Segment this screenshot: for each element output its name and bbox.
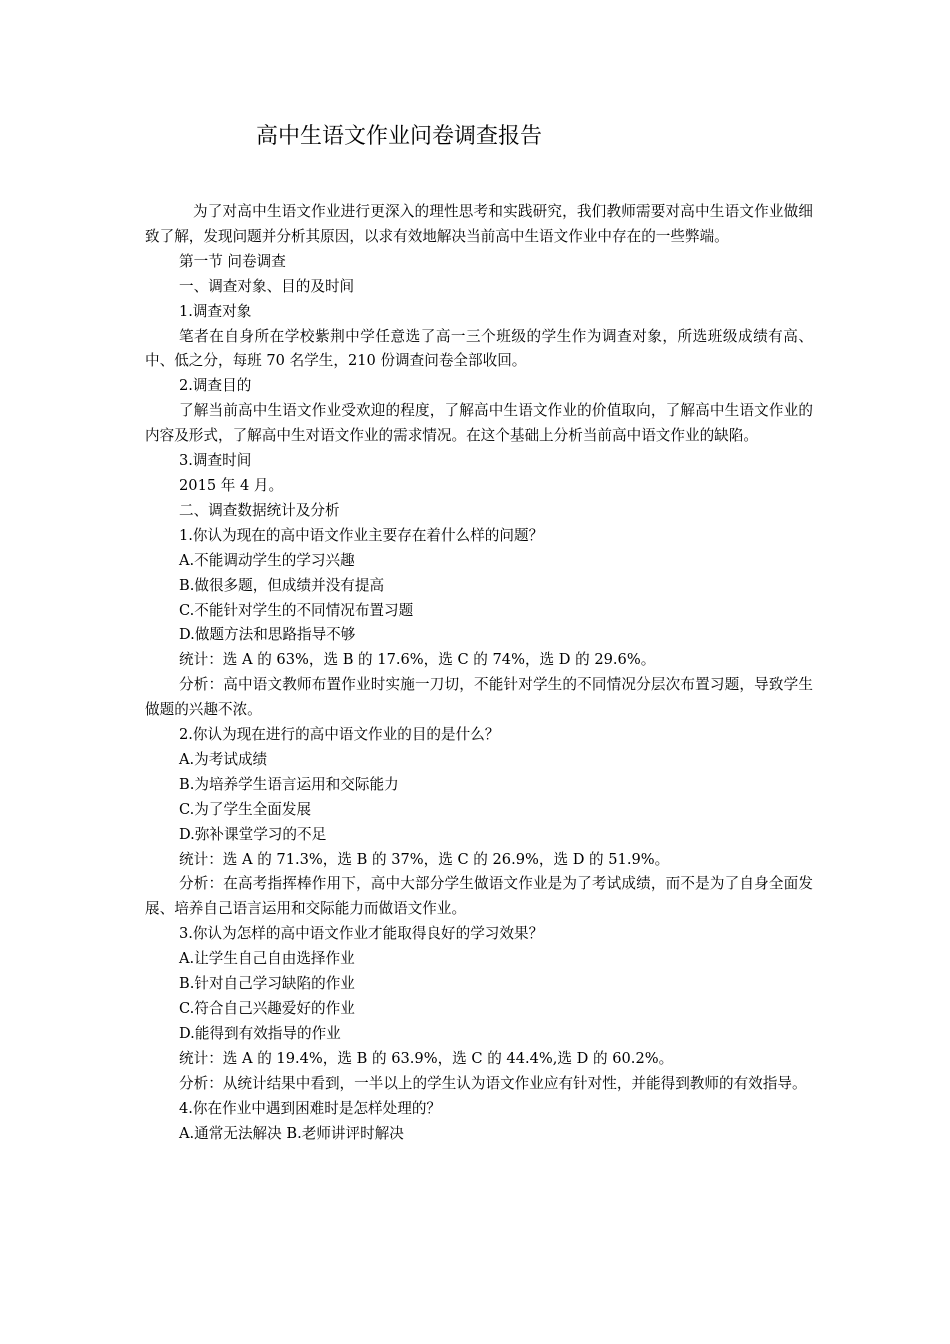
document-title: 高中生语文作业问卷调查报告 bbox=[256, 124, 543, 149]
option: D.能得到有效指导的作业 bbox=[179, 1024, 341, 1042]
option: C.为了学生全面发展 bbox=[179, 800, 312, 818]
item-heading: 1.调查对象 bbox=[179, 302, 252, 320]
option: A.不能调动学生的学习兴趣 bbox=[179, 551, 355, 569]
question: 3.你认为怎样的高中语文作业才能取得良好的学习效果？ bbox=[179, 925, 544, 943]
item-heading: 3.调查时间 bbox=[179, 452, 252, 470]
body-paragraph: 笔者在自身所在学校紫荆中学任意选了高一三个班级的学生作为调查对象，所选班级成绩有高、中、低之分，每班 70 名学生，210 份调查问卷全部收回。 bbox=[145, 327, 813, 370]
analysis: 分析：从统计结果中看到，一半以上的学生认为语文作业应有针对性，并能得到教师的有效指导。 bbox=[179, 1074, 807, 1092]
statistics: 统计：选 A 的 19.4%，选 B 的 63.9%，选 C 的 44.4%,选 D 的 60.2%。 bbox=[179, 1049, 674, 1067]
section-heading: 第一节 问卷调查 bbox=[179, 252, 286, 270]
body-paragraph: 2015 年 4 月。 bbox=[179, 476, 284, 494]
option: B.针对自己学习缺陷的作业 bbox=[179, 975, 355, 993]
option: B.做很多题，但成绩并没有提高 bbox=[179, 576, 385, 594]
document-body bbox=[145, 200, 813, 1146]
statistics: 统计：选 A 的 63%，选 B 的 17.6%，选 C 的 74%，选 D 的 29.6%。 bbox=[179, 651, 656, 669]
question: 4.你在作业中遇到困难时是怎样处理的？ bbox=[179, 1099, 442, 1117]
question: 1.你认为现在的高中语文作业主要存在着什么样的问题？ bbox=[179, 526, 544, 544]
option: D.弥补课堂学习的不足 bbox=[179, 825, 327, 843]
option: A.让学生自己自由选择作业 bbox=[179, 950, 355, 968]
analysis: 分析：高中语文教师布置作业时实施一刀切，不能针对学生的不同情况分层次布置习题，导致学生做题的兴趣不浓。 bbox=[145, 676, 813, 719]
option: C.符合自己兴趣爱好的作业 bbox=[179, 1000, 355, 1017]
option: A.通常无法解决 B.老师讲评时解决 bbox=[179, 1124, 404, 1142]
item-heading: 2.调查目的 bbox=[179, 377, 252, 395]
analysis: 分析：在高考指挥棒作用下，高中大部分学生做语文作业是为了考试成绩，而不是为了自身全面发展、培养自己语言运用和交际能力而做语文作业。 bbox=[145, 875, 813, 918]
option: B.为培养学生语言运用和交际能力 bbox=[179, 775, 399, 793]
option: C.不能针对学生的不同情况布置习题 bbox=[179, 601, 414, 619]
option: A.为考试成绩 bbox=[179, 750, 268, 768]
intro-paragraph: 为了对高中生语文作业进行更深入的理性思考和实践研究，我们教师需要对高中生语文作业做细致了解，发现问题并分析其原因，以求有效地解决当前高中生语文作业中存在的一些弊端。 bbox=[145, 203, 813, 245]
question: 2.你认为现在进行的高中语文作业的目的是什么？ bbox=[179, 726, 500, 744]
statistics: 统计：选 A 的 71.3%，选 B 的 37%，选 C 的 26.9%，选 D 的 51.9%。 bbox=[179, 850, 670, 868]
body-paragraph: 了解当前高中生语文作业受欢迎的程度，了解高中生语文作业的价值取向，了解高中生语文作业的内容及形式，了解高中生对语文作业的需求情况。在这个基础上分析当前高中语文作业的缺陷。 bbox=[145, 402, 813, 445]
subsection-heading: 一、调查对象、目的及时间 bbox=[179, 277, 355, 295]
subsection-heading: 二、调查数据统计及分析 bbox=[179, 501, 340, 519]
option: D.做题方法和思路指导不够 bbox=[179, 626, 356, 644]
